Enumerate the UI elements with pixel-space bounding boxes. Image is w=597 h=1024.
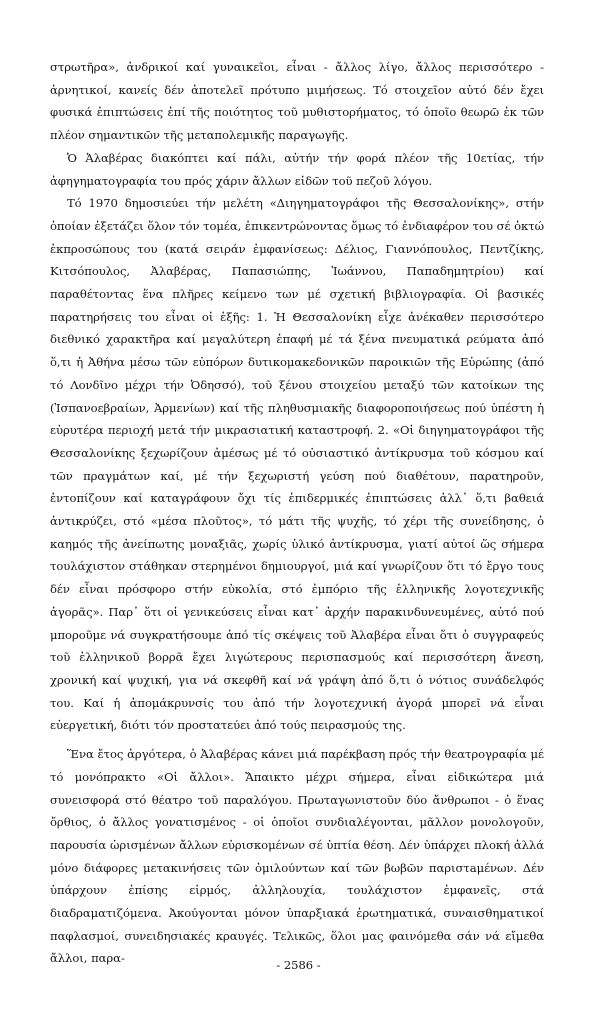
paragraph-3: Τό 1970 δημοσιεύει τήν μελέτη «Διηγηματογράφοι τῆς Θεσσαλονίκης», στήν ὁποίαν ἐξετάζει ὅλον τόν τομέα, ἐπικεντρώνοντας ὅμως τό ἐνδιαφέρον του σέ ὀκτώ ἐκπροσώπους του (κατά σειράν ἐμφανίσεως: Δέλιος, Γιαννόπουλος, Πεντζίκης, Κιτσόπουλος, Ἀλαβέρας, Παπασιώπης, Ἰωάννου, Παπαδημητρίου) καί παραθέτοντας ἕνα πλῆρες κείμενο των μέ σχετική βιβλιογραφία. Οἱ βασικές παρατηρήσεις του εἶναι οἱ ἑξῆς: 1. Ἡ Θεσσαλονίκη εἶχε ἀνέκαθεν περισσότερο διεθνικό χαρακτῆρα καί μεγαλύτερη ἐπαφή μέ τά ξένα πνευματικά ρεύματα ἀπό ὅ,τι ἡ Ἀθήνα μέσω τῶν εὐπόρων δυτικομακεδονικῶν παροικιῶν τῆς Εὐρώπης (ἀπό τό Λονδῖνο μέχρι τήν Ὀδησσό), τοῦ ξένου στοιχείου μεταξύ τῶν κατοίκων της (Ἰσπανοεβραίων, Ἀρμενίων) καί τῆς πληθυσμιακῆς διαφοροποιήσεως πού ὑπέστη ἡ εὐρυτέρα περιοχή μετά τήν μικρασιατική καταστροφή. 2. «Οἱ διηγηματογράφοι τῆς Θεσσαλονίκης ξεχωρίζουν ἀμέσως μέ τό οὐσιαστικό ἀντίκρυσμα τοῦ κόσμου καί τῶν πραγμάτων καί, μέ τήν ξεχωριστή γεύση πού διαθέτουν, παρατηροῦν, ἐντοπίζουν καί καταγράφουν ὄχι τίς ἐπιδερμικές ἐπιπτώσεις ἀλλ᾽ ὅ,τι βαθειά ἀντικρύζει, στό «μέσα πλοῦτος», τό μάτι τῆς ψυχῆς, τό χέρι τῆς συνείδησης, ὁ καημός τῆς ἀνείπωτης μοναξιᾶς, χωρίς ὑλικό ἀντίκρυσμα, γιατί αὐτοί ὥς σήμερα τουλάχιστον στάθηκαν στερημένοι δημιουργοί, μιά καί γνωρίζουν ὅτι τό ἔργο τους δέν εἶναι πρόσφορο στήν εὐκολία, στό ἐμπόριο τῆς ἑλληνικῆς λογοτεχνικῆς ἀγορᾶς». Παρ᾽ ὅτι οἱ γενικεύσεις εἶναι κατ᾽ ἀρχήν παρακινδυνευμένες, αὐτό πού μποροῦμε νά συγκρατήσουμε ἀπό τίς σκέψεις τοῦ Ἀλαβέρα εἶναι ὅτι ὁ συγγραφεύς τοῦ ἑλληνικοῦ βορρᾶ ἔχει λιγώτερους περισπασμούς καί περισσότερη ἄνεση, χρονική καί ψυχική, για νά σκεφθῆ καί νά γράψη ἀπό ὅ,τι ὁ νότιος συνάδελφός του. Καί ἡ ἀπομάκρυνσίς του ἀπό τήν λογοτεχνική ἀγορά μπορεῖ νά εἶναι εὐεργετική, διότι τόν προστατεύει ἀπό τούς πειρασμούς της. xyxy=(50,196,544,733)
paragraph-2: Ὁ Ἀλαβέρας διακόπτει καί πάλι, αὐτήν τήν φορά πλέον τῆς 10ετίας, τήν ἀφηγηματογραφία του πρός χάριν ἄλλων εἰδῶν τοῦ πεζοῦ λόγου. xyxy=(50,150,544,188)
page-body xyxy=(50,56,544,970)
paragraph-4: Ἕνα ἔτος ἀργότερα, ὁ Ἀλαβέρας κάνει μιά παρέκβαση πρός τήν θεατρογραφία μέ τό μονόπρακτο «Οἱ ἄλλοι». Ἄπαικτο μέχρι σήμερα, εἶναι εἰδικώτερα μιά συνεισφορά στό θέατρο τοῦ παραλόγου. Πρωταγωνιστοῦν δύο ἄνθρωποι - ὁ ἕνας ὄρθιος, ὁ ἄλλος γονατισμένος - οἱ ὁποῖοι συνδιαλέγονται, μᾶλλον μονολογοῦν, παρουσία ὡρισμένων ἄλλων εὑρισκομένων σέ ὑπτία θέση. Δέν ὑπάρχει πλοκή ἀλλά μόνο διάφορες μετακινήσεις τῶν ὁμιλούντων καί τῶν βωβῶν παριστaμένων. Δέν ὑπάρχουν ἐπίσης εἱρμός, ἀλληλουχία, τουλάχιστον ἐμφανεῖς, στά διαδραματιζόμενα. Ἀκούγονται μόνον ὑπαρξιακά ἐρωτηματικά, συναισθηματικοί παφλασμοί, συνειδησιακές κραυγές. Τελικῶς, ὅλοι μας φαινόμεθα σάν νά εἴμεθα ἄλλοι, παρα- xyxy=(50,747,544,966)
page-number: - 2586 - xyxy=(276,958,321,972)
paragraph-1: στρωτῆρα», ἀνδρικοί καί γυναικεῖοι, εἶναι - ἄλλος λίγο, ἄλλος περισσότερο - ἀρνητικοί, κανείς δέν ἀποτελεῖ πρότυπο μιμήσεως. Τό στοιχεῖον αὐτό δέν ἔχει φυσικά ἐπιπτώσεις ἐπί τῆς ποιότητος τοῦ μυθιστορήματος, τό ὁποῖο θεωρῶ ἐκ τῶν πλέον σημαντικῶν τῆς μεταπολεμικῆς παραγωγῆς. xyxy=(50,60,544,143)
